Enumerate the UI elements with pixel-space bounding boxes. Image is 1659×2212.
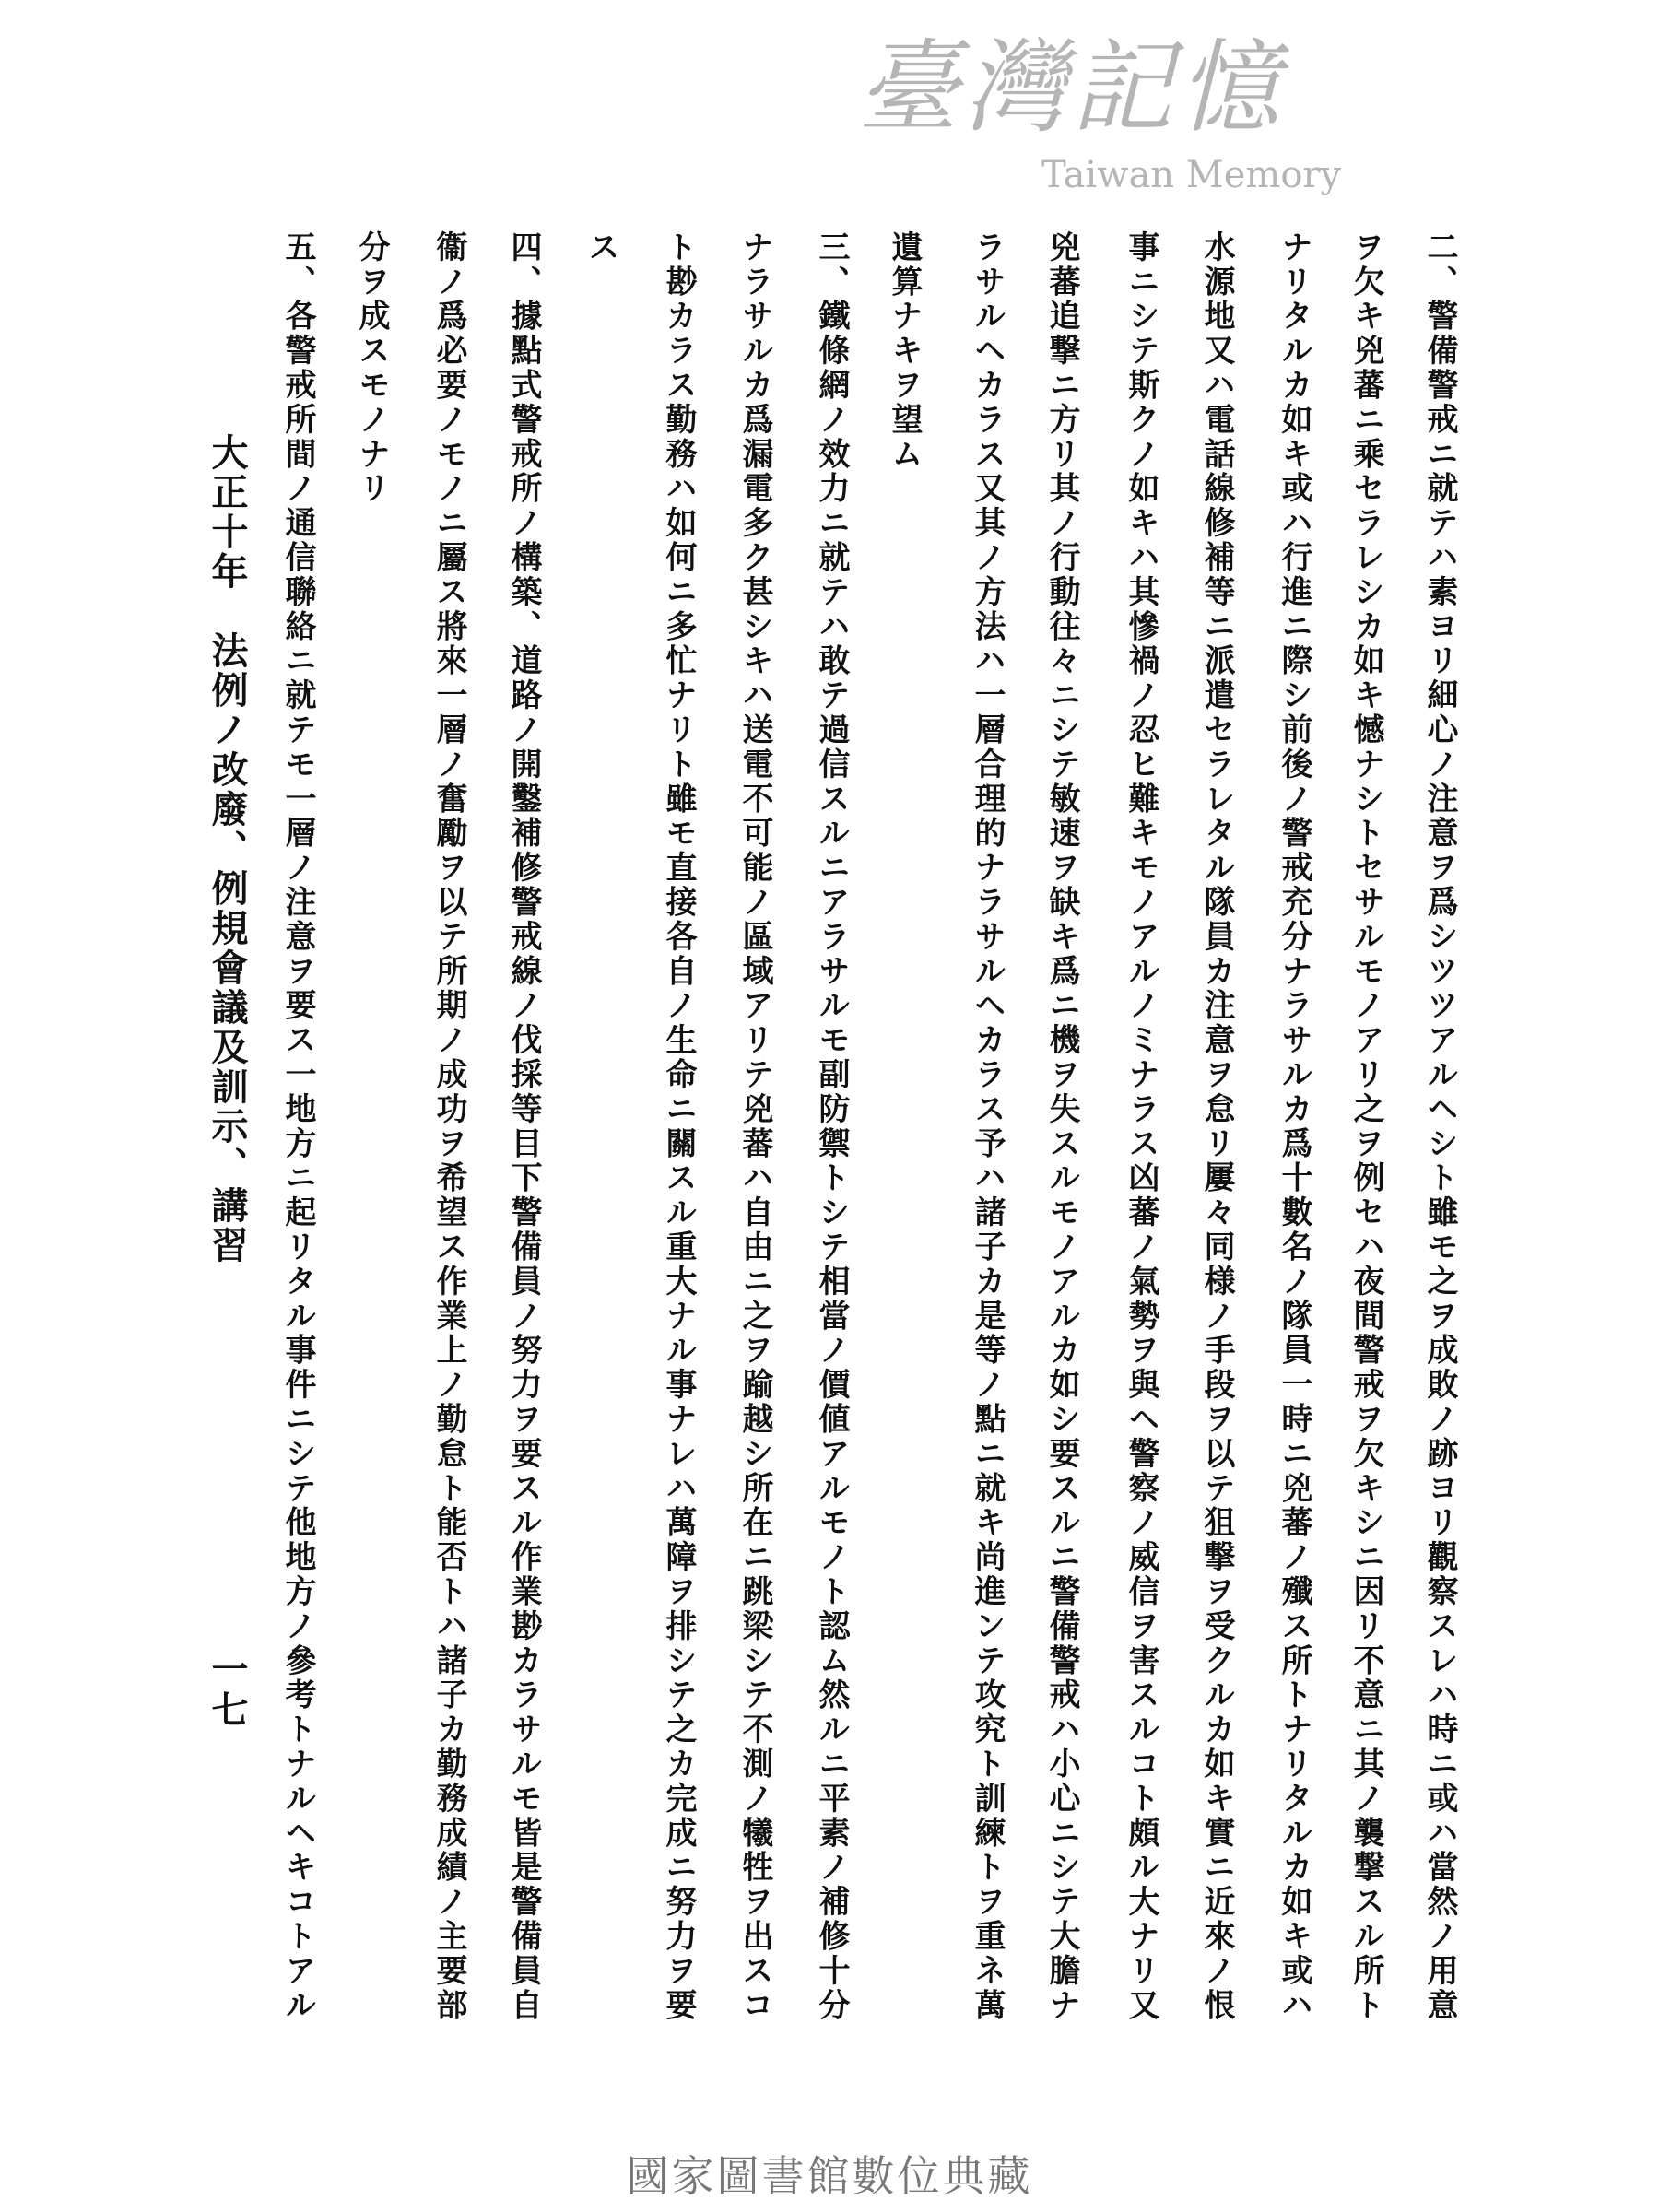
text-column-3: ナリタルカ如キ或ハ行進ニ際シ前後ノ警戒充分ナラサルカ爲十數名ノ隊員一時ニ兇蕃ノ殲ス所トナリタルカ如キ或ハ bbox=[1276, 230, 1312, 2023]
text-column-9: 三、鐵條網ノ效力ニ就テハ敢テ過信スルニアラサルモ副防禦トシテ相當ノ價値アルモノト認ム然ルニ平素ノ補修十分 bbox=[813, 230, 850, 2023]
text-column-7: ラサルヘカラス又其ノ方法ハ一層合理的ナラサルヘカラス予ハ諸子カ是等ノ點ニ就キ尚進ンテ攻究ト訓練トヲ重ネ萬 bbox=[969, 230, 1006, 2023]
footer-credit: 國家圖書館數位典藏 bbox=[626, 2151, 1033, 2201]
text-column-14: 衞ノ爲必要ノモノニ屬ス將來一層ノ奮勵ヲ以テ所期ノ成功ヲ希望ス作業上ノ勤怠ト能否トハ諸子カ勤務成績ノ主要部 bbox=[430, 230, 467, 2023]
text-column-4: 水源地又ハ電話線修補等ニ派遣セラレタル隊員カ注意ヲ怠リ屢々同様ノ手段ヲ以テ狙撃ヲ受クルカ如キ實ニ近來ノ恨 bbox=[1198, 230, 1235, 2023]
text-column-11: ト尠カラス勤務ハ如何ニ多忙ナリト雖モ直接各自ノ生命ニ關スル重大ナル事ナレハ萬障ヲ排シテ之カ完成ニ努力ヲ要 bbox=[660, 230, 697, 2023]
text-column-2: ヲ欠キ兇蕃ニ乘セラレシカ如キ憾ナシトセサルモノアリ之ヲ例セハ夜間警戒ヲ欠キシニ因リ不意ニ其ノ襲撃スル所ト bbox=[1347, 230, 1384, 2023]
watermark-english: Taiwan Memory bbox=[1041, 154, 1342, 196]
running-header: 大正十年 法例ノ改廢、例規會議及訓示、講習 bbox=[206, 433, 249, 1265]
text-column-10: ナラサルカ爲漏電多ク甚シキハ送電不可能ノ區域アリテ兇蕃ハ自由ニ之ヲ踰越シ所在ニ跳梁シテ不測ノ犧牲ヲ出スコ bbox=[736, 230, 773, 2023]
text-column-12: ス bbox=[582, 230, 619, 265]
text-column-5: 事ニシテ斯クノ如キハ其慘禍ノ忍ヒ難キモノアルノミナラス凶蕃ノ氣勢ヲ與ヘ警察ノ威信ヲ害スルコト頗ル大ナリ又 bbox=[1123, 230, 1159, 2023]
text-column-16: 五、各警戒所間ノ通信聯絡ニ就テモ一層ノ注意ヲ要ス一地方ニ起リタル事件ニシテ他地方ノ參考トナルヘキコトアル bbox=[279, 230, 316, 2023]
page-number: 一七 bbox=[206, 1650, 249, 1731]
watermark-chinese: 臺灣記憶 bbox=[857, 29, 1285, 147]
watermark-logo bbox=[857, 29, 1502, 221]
text-column-8: 遺算ナキヲ望ム bbox=[886, 230, 923, 472]
text-column-6: 兇蕃追撃ニ方リ其ノ行動往々ニシテ敏速ヲ缺キ爲ニ機ヲ失スルモノアルカ如シ要スルニ警備警戒ハ小心ニシテ大膽ナ bbox=[1043, 230, 1080, 2023]
text-column-1: 二、警備警戒ニ就テハ素ヨリ細心ノ注意ヲ爲シツツアルヘシト雖モ之ヲ成敗ノ跡ヨリ觀察スレハ時ニ或ハ當然ノ用意 bbox=[1421, 230, 1458, 2023]
text-column-15: 分ヲ成スモノナリ bbox=[353, 230, 390, 507]
text-column-13: 四、據點式警戒所ノ構築、道路ノ開鑿補修警戒線ノ伐採等目下警備員ノ努力ヲ要スル作業尠カラサルモ皆是警備員自 bbox=[505, 230, 542, 2023]
